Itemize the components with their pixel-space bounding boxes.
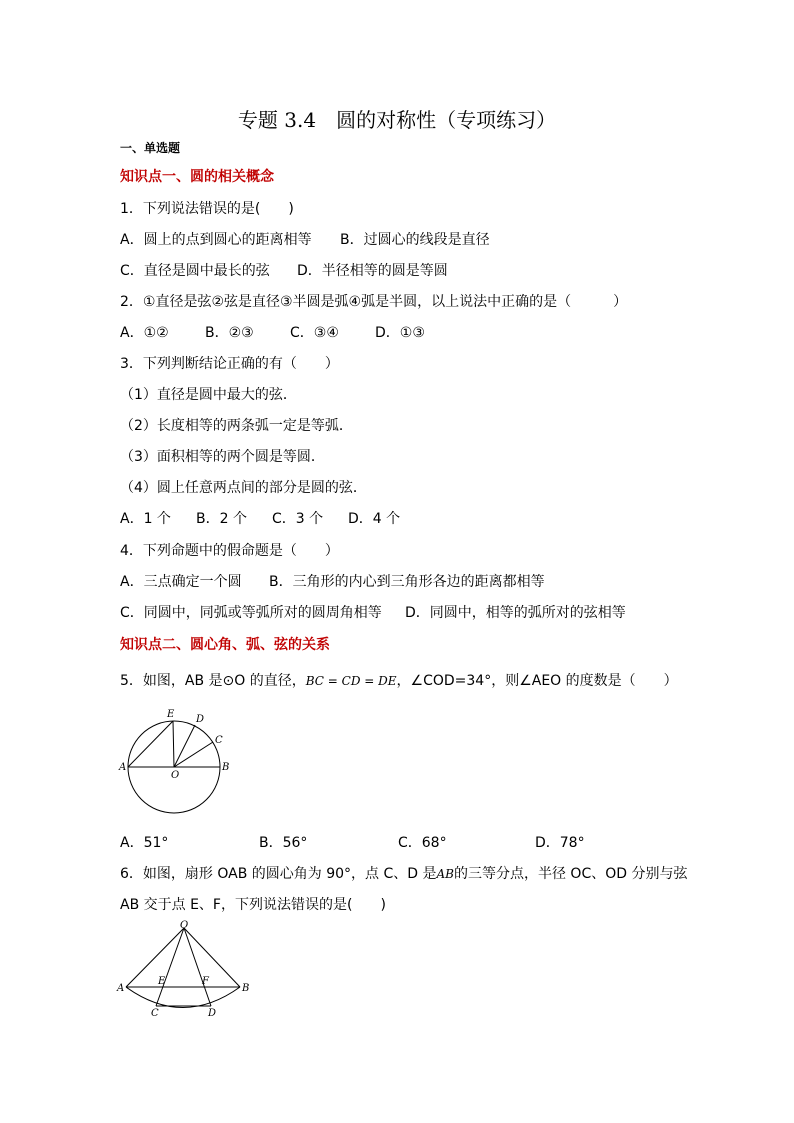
q1-option-c: C．直径是圆中最长的弦 (120, 263, 270, 279)
q2-option-a: A．①② (120, 325, 169, 341)
q6-radius-ob (184, 928, 240, 987)
q6-radius-oa (126, 928, 184, 987)
q2-option-b: B．②③ (205, 325, 254, 341)
page-title: 专题 3.4 圆的对称性（专项练习） (237, 108, 557, 132)
q6-arc-ab: AB (436, 867, 454, 881)
q6-label-e: E (158, 976, 166, 987)
q5-label-o: O (171, 770, 180, 781)
q5-label-b: B (222, 762, 230, 773)
q5-option-d: D．78° (535, 835, 585, 851)
q6-radius-od (184, 928, 211, 1006)
q3-statement-2: （2）长度相等的两条弧一定是等弧． (120, 418, 353, 434)
q4-stem: 4．下列命题中的假命题是（ ） (120, 543, 339, 559)
q5-figure (116, 700, 236, 820)
q5-option-b: B．56° (259, 835, 308, 851)
q6-label-o: O (180, 920, 189, 931)
q6-stem-post: 的三等分点，半径 OC、OD 分别与弦 (453, 866, 688, 882)
q4-option-c: C．同圆中，同弧或等弧所对的圆周角相等 (120, 605, 382, 621)
q5-stem-pre: 5．如图，AB 是⊙O 的直径， (120, 673, 306, 689)
q1-option-b: B．过圆心的线段是直径 (340, 232, 490, 248)
q3-option-d: D．4 个 (348, 511, 401, 527)
q3-option-c: C．3 个 (272, 511, 324, 527)
q5-option-c: C．68° (398, 835, 447, 851)
q3-statement-1: （1）直径是圆中最大的弦． (120, 387, 297, 403)
q6-label-b: B (242, 983, 250, 994)
q6-label-f: F (202, 976, 209, 987)
q4-option-a: A．三点确定一个圆 (120, 574, 242, 590)
q5-stem-post: ，∠COD=34°，则∠AEO 的度数是（ ） (396, 673, 678, 689)
q5-radius-oe (173, 721, 174, 767)
q6-label-d: D (208, 1008, 217, 1019)
q6-stem-pre: 6．如图，扇形 OAB 的圆心角为 90°，点 C、D 是 (120, 866, 437, 882)
q5-label-e: E (167, 709, 175, 720)
q2-stem: 2．①直径是弦②弦是直径③半圆是弧④弧是半圆，以上说法中正确的是（ ） (120, 294, 628, 310)
q5-arc-equality: BC = CD = DE (305, 674, 397, 688)
q6-stem-line-2: AB 交于点 E、F，下列说法错误的是( ) (120, 897, 386, 913)
knowledge-point-1: 知识点一、圆的相关概念 (120, 169, 274, 185)
q6-label-a: A (117, 983, 125, 994)
q4-option-d: D．同圆中，相等的弧所对的弦相等 (405, 605, 626, 621)
q6-radius-oc (156, 928, 184, 1006)
q3-option-b: B．2 个 (196, 511, 247, 527)
q6-label-c: C (151, 1008, 159, 1019)
q1-stem: 1．下列说法错误的是( ) (120, 201, 294, 217)
q6-figure (116, 920, 252, 1020)
q3-statement-3: （3）面积相等的两个圆是等圆． (120, 449, 325, 465)
q4-option-b: B．三角形的内心到三角形各边的距离都相等 (269, 574, 545, 590)
q5-label-d: D (196, 714, 205, 725)
section-heading: 一、单选题 (120, 141, 181, 155)
q6-stem-line-1 (120, 863, 687, 883)
q3-option-a: A．1 个 (120, 511, 171, 527)
q5-option-a: A．51° (120, 835, 169, 851)
q1-option-d: D．半径相等的圆是等圆 (297, 263, 448, 279)
q5-label-a: A (119, 762, 127, 773)
q2-option-d: D．①③ (375, 325, 425, 341)
q1-option-a: A．圆上的点到圆心的距离相等 (120, 232, 312, 248)
q6-arc (126, 987, 240, 1008)
knowledge-point-2: 知识点二、圆心角、弧、弦的关系 (120, 637, 330, 653)
q2-option-c: C．③④ (290, 325, 339, 341)
q3-statement-4: （4）圆上任意两点间的部分是圆的弦． (120, 480, 367, 496)
q5-stem (120, 670, 678, 690)
q3-stem: 3．下列判断结论正确的有（ ） (120, 356, 339, 372)
q5-label-c: C (215, 735, 223, 746)
